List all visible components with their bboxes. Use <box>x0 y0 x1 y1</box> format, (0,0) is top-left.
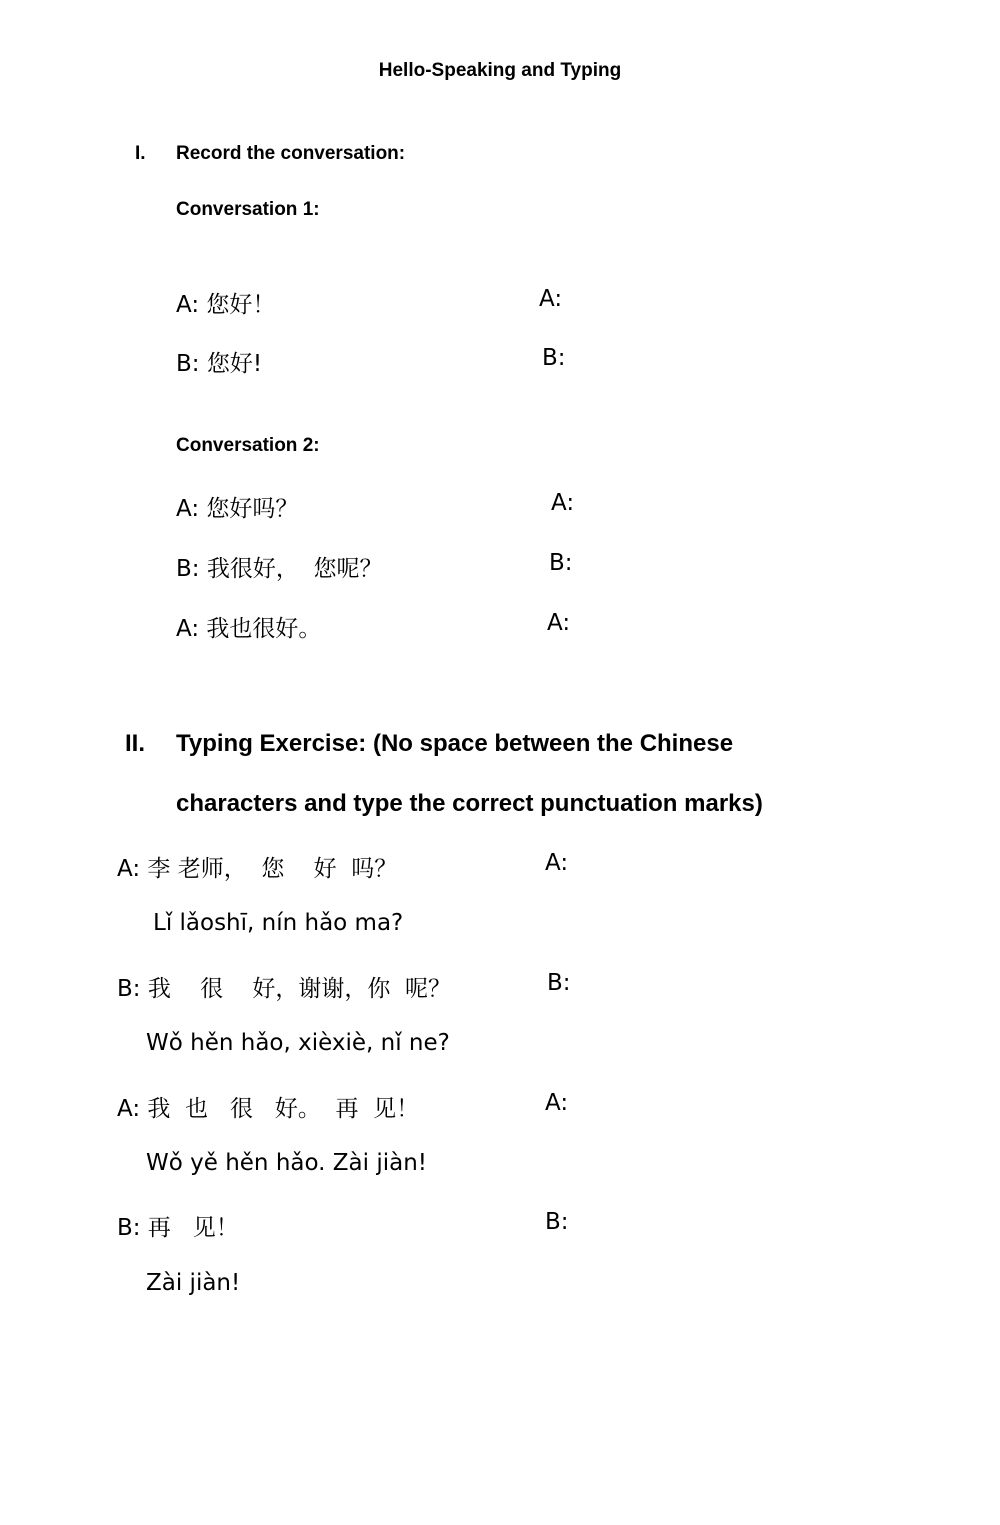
typing-line-4-answer: B: <box>545 1209 569 1235</box>
typing-line-1-answer: A: <box>545 850 569 876</box>
section-2-heading-line-1: Typing Exercise: (No space between the Chinese <box>176 730 734 757</box>
typing-line-2-chinese: B: 我 很 好，谢谢，你 呢？ <box>117 976 451 1002</box>
conv2-line-2: B: 我很好， 您呢？ <box>176 556 383 582</box>
section-1-number: I. <box>135 143 146 164</box>
conv1-answer-2: B: <box>542 345 566 371</box>
conv2-answer-2: B: <box>549 550 573 576</box>
conversation-2-heading: Conversation 2: <box>176 435 320 456</box>
conversation-1-heading: Conversation 1: <box>176 199 320 220</box>
conv2-line-1: A: 您好吗？ <box>176 496 299 522</box>
typing-line-2-answer: B: <box>547 970 571 996</box>
conv2-answer-1: A: <box>551 490 575 516</box>
typing-line-3-pinyin: Wǒ yě hěn hǎo. Zài jiàn! <box>146 1150 427 1176</box>
typing-line-4-chinese: B: 再 见！ <box>117 1215 239 1241</box>
typing-line-1-chinese: A: 李 老师， 您 好 吗？ <box>117 856 398 882</box>
conv1-line-2: B: 您好! <box>176 351 263 377</box>
conv1-line-1: A: 您好！ <box>176 292 276 318</box>
typing-line-3-answer: A: <box>545 1090 569 1116</box>
section-2-number: II. <box>125 730 146 757</box>
section-1-heading: Record the conversation: <box>176 143 406 164</box>
conv1-answer-1: A: <box>539 286 563 312</box>
conv2-line-3: A: 我也很好。 <box>176 616 322 642</box>
conv2-answer-3: A: <box>547 610 571 636</box>
typing-line-3-chinese: A: 我 也 很 好。 再 见！ <box>117 1096 420 1122</box>
typing-line-1-pinyin: Lǐ lǎoshī, nín hǎo ma? <box>153 910 404 936</box>
typing-line-2-pinyin: Wǒ hěn hǎo, xièxiè, nǐ ne? <box>146 1030 450 1056</box>
typing-line-4-pinyin: Zài jiàn! <box>146 1270 241 1296</box>
section-2-heading-line-2: characters and type the correct punctuation marks) <box>176 790 763 817</box>
page-title: Hello-Speaking and Typing <box>378 60 622 81</box>
